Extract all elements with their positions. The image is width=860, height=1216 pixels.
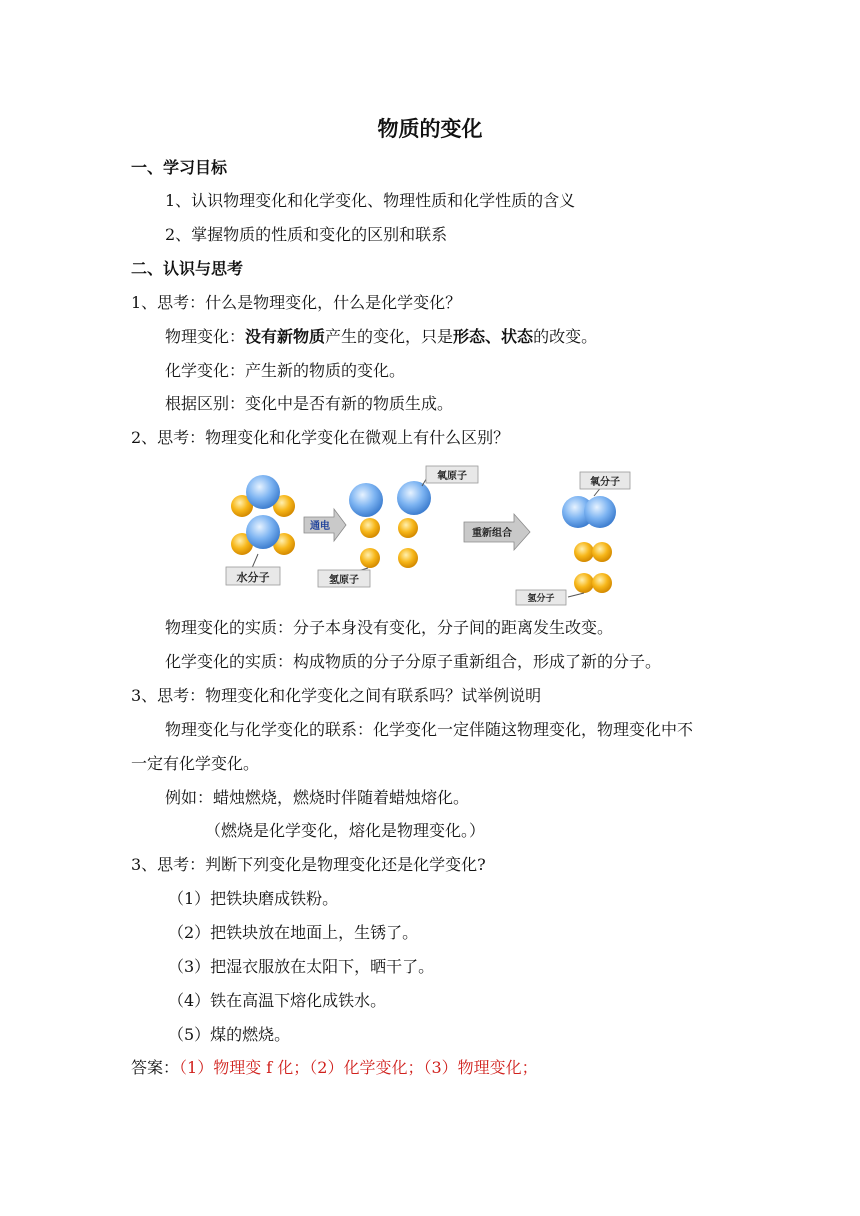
physical-bold-no-new-substance: 没有新物质 [245, 327, 326, 346]
q2-question: 2、思考：物理变化和化学变化在微观上有什么区别？ [131, 428, 510, 447]
goal-item-1: 1、认识物理变化和化学变化、物理性质和化学性质的含义 [165, 191, 576, 210]
section1-heading: 一、学习目标 [131, 158, 228, 177]
answer-line [131, 1057, 538, 1079]
relation-line-1: 物理变化与化学变化的联系：化学变化一定伴随这物理变化，物理变化中不 [165, 720, 694, 739]
judge-item-4: （4）铁在高温下熔化成铁水。 [168, 991, 387, 1010]
chemical-essence: 化学变化的实质：构成物质的分子分原子重新组合，形成了新的分子。 [165, 652, 662, 671]
physical-suffix: 的改变。 [533, 327, 598, 346]
distinction-basis: 根据区别：变化中是否有新的物质生成。 [165, 394, 454, 413]
section2-heading: 二、认识与思考 [131, 259, 244, 278]
judge-item-1: （1）把铁块磨成铁粉。 [168, 889, 339, 908]
label-electrolysis: 通电 [310, 521, 330, 532]
label-water-molecule: 水分子 [236, 571, 270, 584]
judge-item-2: （2）把铁块放在地面上，生锈了。 [168, 923, 419, 942]
label-recombine: 重新组合 [472, 528, 512, 539]
arrow-electrolysis [304, 509, 346, 541]
physical-bold-form-state: 形态、状态 [453, 327, 534, 346]
label-hydrogen-molecule: 氢分子 [527, 594, 555, 604]
q1-question: 1、思考：什么是物理变化，什么是化学变化？ [131, 293, 462, 312]
physical-prefix: 物理变化： [165, 327, 246, 346]
judge-item-3: （3）把湿衣服放在太阳下，晒干了。 [168, 957, 435, 976]
page-title: 物质的变化 [377, 117, 483, 141]
water-molecule-bottom [231, 515, 295, 555]
judge-item-5: （5）煤的燃烧。 [168, 1025, 291, 1044]
relation-line-2: 一定有化学变化。 [131, 754, 260, 773]
physical-mid: 产生的变化，只是 [325, 327, 454, 346]
molecule-diagram [218, 460, 638, 606]
oxygen-molecule [562, 496, 616, 528]
answer-label: 答案： [131, 1058, 180, 1077]
physical-change-definition [165, 326, 597, 348]
q3-question: 3、思考：物理变化和化学变化之间有联系吗？试举例说明 [131, 686, 542, 705]
hydrogen-molecule-bottom [574, 573, 612, 593]
example-note: （燃烧是化学变化，熔化是物理变化。） [205, 821, 486, 840]
label-hydrogen-atom: 氢原子 [329, 575, 359, 586]
label-oxygen-atom: 氧原子 [437, 471, 467, 482]
goal-item-2: 2、掌握物质的性质和变化的区别和联系 [165, 225, 448, 244]
hydrogen-molecule-top [574, 542, 612, 562]
separated-atoms [349, 481, 431, 568]
chemical-change-definition: 化学变化：产生新的物质的变化。 [165, 361, 406, 380]
physical-essence: 物理变化的实质：分子本身没有变化，分子间的距离发生改变。 [165, 618, 614, 637]
example-text: 例如：蜡烛燃烧，燃烧时伴随着蜡烛熔化。 [165, 788, 470, 807]
q4-question: 3、思考：判断下列变化是物理变化还是化学变化? [131, 855, 486, 874]
label-oxygen-molecule: 氧分子 [590, 477, 620, 488]
answer-text: （1）物理变 f 化；（2）化学变化；（3）物理变化； [179, 1058, 538, 1077]
arrow-recombine [464, 514, 530, 550]
water-molecule-top [231, 475, 295, 517]
